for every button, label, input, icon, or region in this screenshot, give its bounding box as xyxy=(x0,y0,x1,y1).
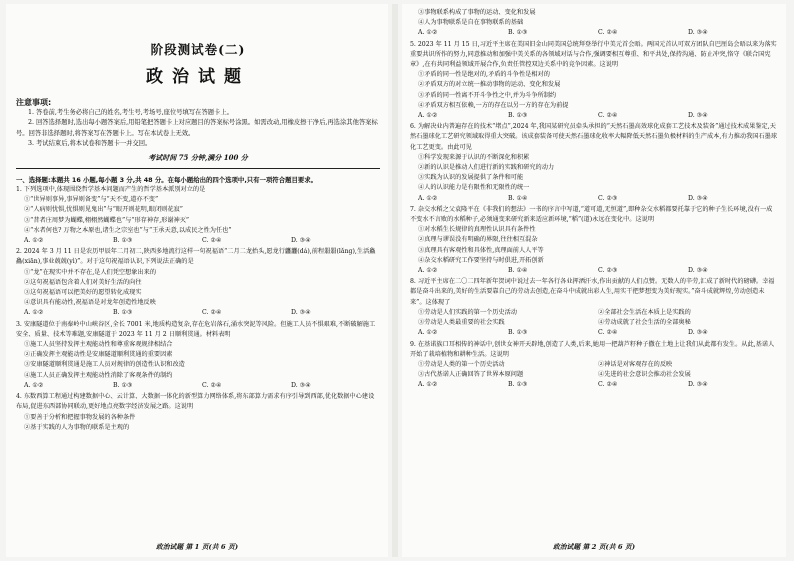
answer-choices xyxy=(16,236,380,246)
question-option: ①要善于分析和把握事物发展的各种条件 xyxy=(24,413,136,421)
exam-page-2 xyxy=(402,4,786,557)
question-4 xyxy=(16,392,380,433)
answer-choices xyxy=(410,266,778,276)
choice-b: B. ①③ xyxy=(508,112,528,120)
question-6 xyxy=(410,122,778,204)
subject-title: 政治试题 xyxy=(146,67,250,87)
question-option: ①科学发现来源于认识的不断深化和积累 xyxy=(418,153,530,161)
question-option: ③矛盾的同一性离不开斗争性之中,并为斗争所制约 xyxy=(418,91,557,99)
question-option: ④杂交水稻研究工作要坚持与时俱进,开拓创新 xyxy=(418,256,544,264)
question-stem: 5. 2023 年 11 月 15 日,习近平主席在美国旧金山同美国总统拜登举行中美元首会晤。两国元首认可双方团队自巴厘岛会晤以来为落实重要共识所作的努力,同意推动和加强中美关系的各领域对话与合作,强调要相互尊重、和平共处,保持沟通、防止冲突,恪守《联合国宪章》,在有共同利益领域开展合作,负责任管控双边关系中的竞争因素。这说明 xyxy=(410,40,777,69)
question-stem: 1. 下列选项中,体现围绕哲学基本问题而产生的哲学基本派别对立的是 xyxy=(16,186,206,194)
exam-time-line: 考试时间 75 分钟,满分 100 分 xyxy=(148,152,248,162)
choice-c: C. ②④ xyxy=(202,309,222,317)
question-stem: 4. 东数西算工程通过构建数据中心、云计算、大数据一体化的新型算力网络体系,将东部算力需求有序引导到西部,优化数据中心建设布局,促进东西部协同联动,更好地点亮数字经济发展之路。这说明 xyxy=(16,393,375,411)
option-row xyxy=(410,370,778,380)
notice-item: 3. 考试结束后,将本试卷和答题卡一并交回。 xyxy=(28,140,152,148)
question-option: ③实践为认识的发展提供了条件和可能 xyxy=(418,174,524,182)
question-option: ④先进的社会意识会推动社会发展 xyxy=(598,371,691,379)
question-option: ④意识具有能动性,祝福语是对龙年创造性地反映 xyxy=(24,299,156,307)
choice-c: C. ②④ xyxy=(598,329,618,337)
question-option: ③“昔者庄周梦为蝴蝶,栩栩然蝴蝶也”与“形存神存,形谢神灭” xyxy=(24,216,190,224)
question-stem: 6. 为解决业内普遍存在的技术“堵点”,2024 年,我国某研究员牵头承担的“天然石墨高效球化成套工艺技术及装备”通过技术成果鉴定,天然石墨球化工艺研究领域取得重大突破。该成套装备可使天然石墨球化收率大幅降低天然石墨负极材料的生产成本,有力推动我国石墨球化工艺更变。由此可见 xyxy=(410,123,778,151)
choice-d: D. ③④ xyxy=(688,267,708,275)
question-option: ①矛盾的同一性是绝对的,矛盾的斗争性是相对的 xyxy=(418,71,550,79)
notice-item: 1. 答卷前,考生务必将自己的姓名,考生号,考场号,座位号填写在答题卡上。 xyxy=(28,109,233,116)
answer-choices xyxy=(16,381,380,391)
option-row xyxy=(410,318,778,328)
choice-b: B. ①③ xyxy=(508,29,528,37)
exam-page-1 xyxy=(6,4,388,557)
question-option: ③真理具有客观性和具体性,真理面前人人平等 xyxy=(418,246,544,254)
question-3 xyxy=(16,320,380,391)
question-option: ③劳动是人类最重要的社会实践 xyxy=(418,319,505,327)
question-option: ③这句祝福语可以把美好的愿望转化成现实 xyxy=(24,289,142,297)
question-stem: 8. 习近平主席在二〇二四年新年贺词中说过去一年各行各业挥洒汗水,作出贡献的人们点赞。无数人的辛劳,汇成了新时代的磅礴。幸福都是奋斗出来的,美好的生活要靠自己的劳动去创造,在奋斗中成就出彩人生,用实干把梦想变为美好现实。”奋斗成就辉煌,劳动创造未来”。这体现了 xyxy=(410,278,775,306)
choice-b: B. ①④ xyxy=(508,194,528,202)
choice-c: C. ②③ xyxy=(598,194,618,202)
question-option: ③事物联系构成了事物的运动、变化和发展 xyxy=(418,9,536,16)
question-option: ①劳动是人们实践的第一个历史活动 xyxy=(418,308,517,316)
question-option: ①对水稻生长规律的真理性认识具有条件性 xyxy=(418,226,536,234)
answer-choices xyxy=(410,28,778,38)
choice-d: D. ③④ xyxy=(688,329,708,337)
option-row xyxy=(410,308,778,318)
answer-choices xyxy=(410,328,778,338)
section-heading: 一、选择题:本题共 16 小题,每小题 3 分,共 48 分。在每小题给出的四个选项中,只有一项符合题目要求。 xyxy=(16,175,318,184)
question-option: ①劳动是人类的第一个历史活动 xyxy=(418,360,505,368)
page-footer: 政治试题 第 1 页(共 6 页) xyxy=(155,543,239,551)
question-option: ③古代基诺人正确回答了世界本原问题 xyxy=(418,371,524,379)
divider xyxy=(16,168,380,169)
choice-b: B. ①③ xyxy=(113,309,133,317)
question-option: ③安康隧道顺利贯通是施工人员对规律的创造性认识和改造 xyxy=(24,361,185,369)
answer-choices xyxy=(410,194,778,204)
exam-title: 阶段测试卷(二) xyxy=(150,42,246,57)
choice-a: A. ①② xyxy=(24,309,44,317)
choice-b: B. ①④ xyxy=(508,267,528,275)
question-option: ②全部社会生活在本质上是实践的 xyxy=(598,308,691,316)
choice-c: C. ②④ xyxy=(598,381,618,389)
question-stem: 7. 杂交水稻之父袁隆平在《非我们的想法》一书的序言中写道,“道可道,无恒道”,即种杂交水稻都要托靠于它的种子生长环境,没有一成不变水不言败的水稻种子,必须通变来研究新来适应新环境,“稻”(道)永远在变化中。这说明 xyxy=(410,205,773,224)
choice-a: A. ①② xyxy=(418,267,438,275)
choice-a: A. ①② xyxy=(418,112,438,120)
choice-d: D. ③④ xyxy=(688,29,708,37)
page-footer: 政治试题 第 2 页(共 6 页) xyxy=(552,543,636,551)
question-option: ④矛盾双方相互依赖,一方的存在以另一方的存在为前提 xyxy=(418,101,569,109)
answer-choices xyxy=(16,308,380,318)
question-option: ②真理与谬误没有明确的界限,往往相互混杂 xyxy=(418,236,538,244)
answer-choices xyxy=(410,380,778,390)
question-option: ②矛盾双方的对立统一推动事物的运动、变化和发展 xyxy=(418,81,561,89)
question-option: ①施工人员坚持发挥主观能动性和尊重客观规律相结合 xyxy=(24,341,173,349)
question-7 xyxy=(410,205,778,276)
question-2 xyxy=(16,247,380,318)
choice-d: D. ③④ xyxy=(291,381,311,389)
question-8 xyxy=(410,277,778,338)
notice-heading: 注意事项: xyxy=(16,98,52,107)
choice-d: D. ③④ xyxy=(291,237,311,245)
choice-c: C. ②④ xyxy=(202,381,222,389)
question-stem: 2. 2024 年 3 月 11 日是农历甲辰年二月初二,陕西多地流行这样一句祝福语“二月二龙抬头,愿龙行龘龘(dá),前程朤朤(lǎng),生活鱻鱻(xiān),事业兢兢(yì)”。对于这句祝福语认识,下列说法正确的是 xyxy=(16,248,376,266)
choice-a: A. ①② xyxy=(24,237,44,245)
choice-d: D. ③④ xyxy=(291,309,311,317)
choice-a: A. ①② xyxy=(418,329,438,337)
choice-a: A. ①② xyxy=(24,381,44,389)
choice-c: C. ②④ xyxy=(598,112,618,120)
option-row xyxy=(410,360,778,370)
question-option: ④人为事物联系是自在事物联系的基础 xyxy=(418,19,524,27)
question-option: ④施工人员正确发挥主观能动性消除了客观条件的制约 xyxy=(24,371,173,379)
answer-choices xyxy=(410,111,778,121)
choice-b: B. ①③ xyxy=(113,237,133,245)
question-option: ②“人病则忧惧,忧惧则见鬼出”与“眼开则花明,眼闭则花寂” xyxy=(24,206,183,214)
choice-d: D. ③④ xyxy=(688,194,708,202)
choice-c: C. ②③ xyxy=(598,267,618,275)
choice-c: C. ②④ xyxy=(598,29,618,37)
question-9 xyxy=(410,340,778,391)
question-option: ④“水者何也? 万物之本原也,诸生之宗室也”与“王承天意,以成民之性为任也” xyxy=(24,226,232,234)
choice-a: A. ①② xyxy=(418,29,438,37)
notice-item: 2. 回答选择题时,选出每小题答案后,用铅笔把答题卡上对应题目的答案标号涂黑。如需改动,用橡皮擦干净后,再选涂其他答案标号。回答非选择题时,将答案写在答题卡上。写在本试卷上无效。 xyxy=(16,119,378,137)
choice-c: C. ②④ xyxy=(202,237,222,245)
question-option: ②这句祝福语包含着人们对美好生活的向往 xyxy=(24,278,142,286)
choice-a: A. ①② xyxy=(418,381,438,389)
choice-d: D. ③④ xyxy=(688,112,708,120)
question-5 xyxy=(410,40,778,122)
page-gutter xyxy=(392,4,398,557)
question-option: ②神话是对客观存在的反映 xyxy=(598,360,673,368)
question-option: ①“世异则事异,事异则备变”与“天不变,道亦不变” xyxy=(24,196,159,204)
question-option: ②正确发挥主观能动性是安康隧道顺利贯通的重要因素 xyxy=(24,351,173,359)
question-1 xyxy=(16,185,380,246)
choice-b: B. ①③ xyxy=(508,381,528,389)
question-option: ①“龙”在现实中并不存在,是人们凭空想象出来的 xyxy=(24,268,157,276)
choice-d: D. ③④ xyxy=(688,381,708,389)
question-option: ②新的认识是推动人们进行新的实践和研究的动力 xyxy=(418,164,555,172)
question-option: ④人的认识能力是有限性和无限性的统一 xyxy=(418,184,530,192)
choice-b: B. ①③ xyxy=(113,381,133,389)
choice-a: A. ①② xyxy=(418,194,438,202)
question-stem: 3. 安康隧道位于南秦岭中山峡谷区,全长 7001 米,地质构造复杂,存在危岩落石,涌水突泥等风险。但施工人员不惧艰难,不断破解施工安全、质量、技术等难题,安康隧道于 2023 年 11 月 2 日顺利贯通。材料表明 xyxy=(16,320,376,338)
question-option: ②基于实践的人为事物的联系是主观的 xyxy=(24,423,130,431)
question-option: ④劳动成就了社会生活的全部奥秘 xyxy=(598,319,691,327)
choice-b: B. ①③ xyxy=(508,329,528,337)
question-stem: 9. 在基诺族口耳相传的神话中,创世女神开天辟地,创造了人类,后来,她用一把葫芦籽种子撒在土地上让我们从此都有发生。从此,基诺人开始了栽培植物和耕种生活。这说明 xyxy=(410,340,775,358)
